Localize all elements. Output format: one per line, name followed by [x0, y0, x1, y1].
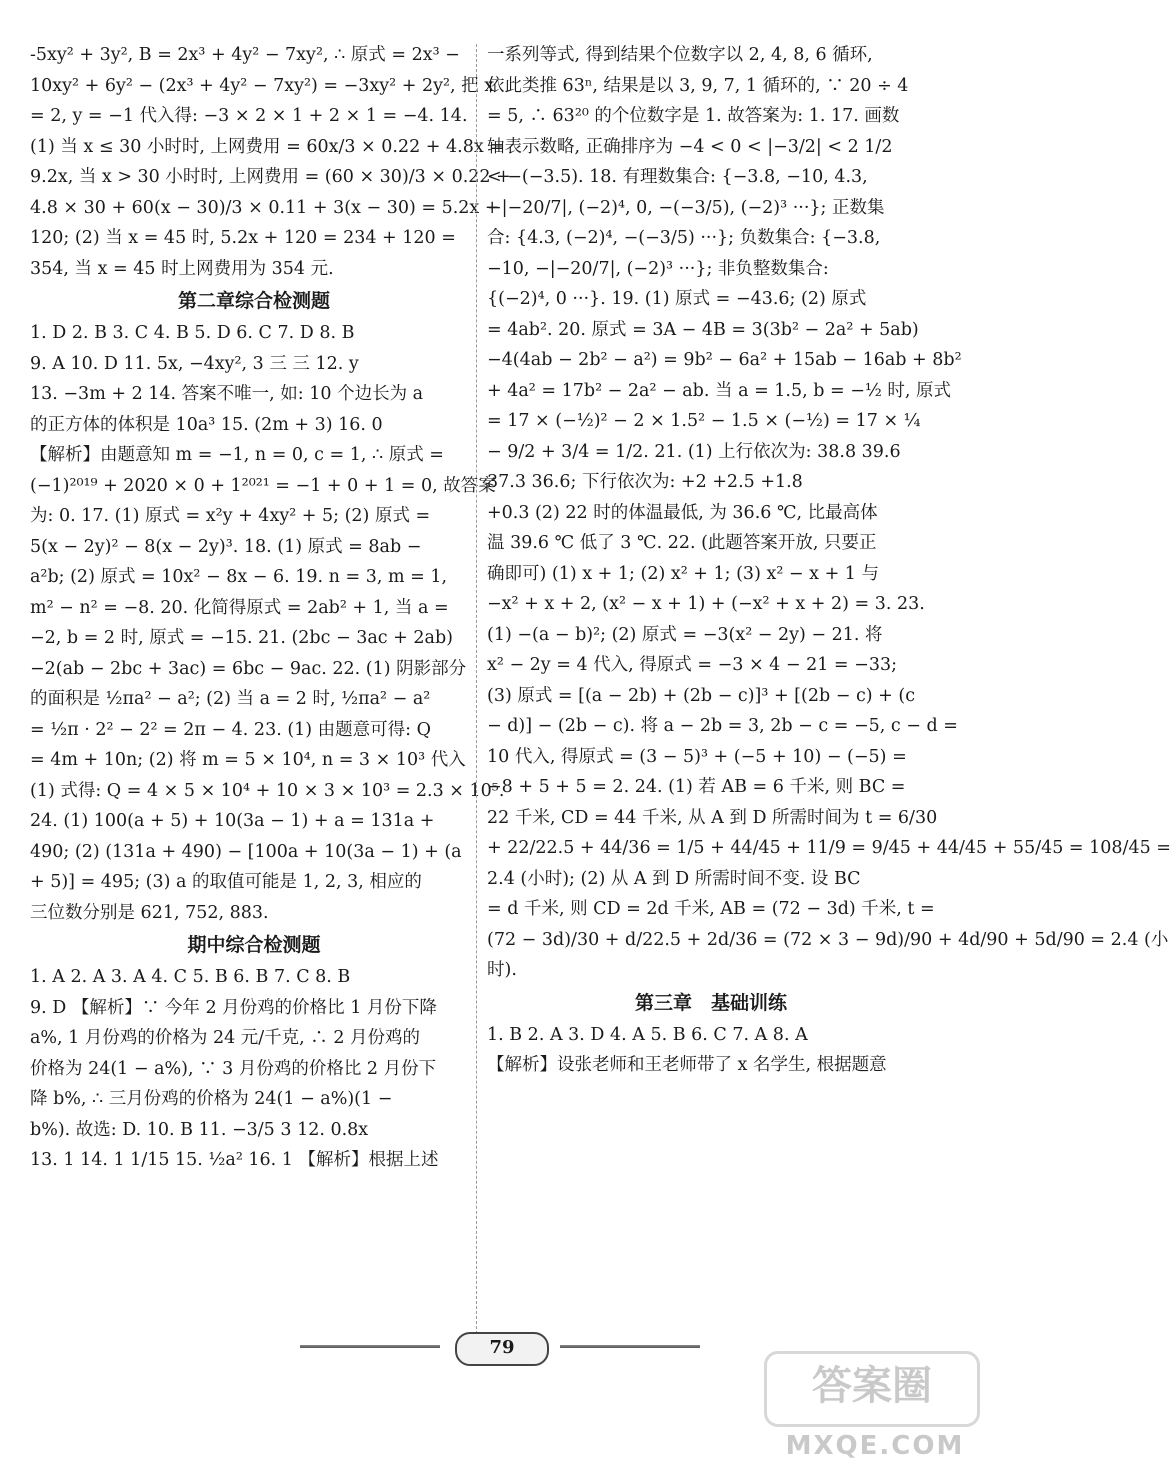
answer-line: 9. A 10. D 11. 5x, −4xy², 3 三 三 12. y — [30, 353, 359, 374]
answer-line: + 4a² = 17b² − 2a² − ab. 当 a = 1.5, b = −½ 时, 原式 — [487, 380, 952, 401]
left-column — [30, 40, 511, 1176]
answer-line: 轴表示数略, 正确排序为 −4 < 0 < |−3/2| < 2 1/2 — [487, 136, 893, 157]
right-column — [487, 40, 1171, 1081]
answer-line: 24. (1) 100(a + 5) + 10(3a − 1) + a = 131a + — [30, 811, 435, 831]
answer-line: 降 b%, ∴ 三月份鸡的价格为 24(1 − a%)(1 − — [30, 1089, 393, 1109]
answer-line: 37.3 36.6; 下行依次为: +2 +2.5 +1.8 — [487, 472, 803, 492]
answer-line: −2, b = 2 时, 原式 = −15. 21. (2bc − 3ac + 2ab) — [30, 628, 453, 648]
answer-line: 合: {4.3, (−2)⁴, −(−3/5) ···}; 负数集合: {−3.8, — [487, 228, 881, 248]
answer-line: 依此类推 63ⁿ, 结果是以 3, 9, 7, 1 循环的, ∵ 20 ÷ 4 — [487, 75, 909, 96]
answer-line: = 17 × (−½)² − 2 × 1.5² − 1.5 × (−½) = 17 × ¼ — [487, 411, 921, 431]
answer-line: (72 − 3d)/30 + d/22.5 + 2d/36 = (72 × 3 − 9d)/90 + 4d/90 + 5d/90 = 2.4 (小 — [487, 929, 1169, 950]
footer-rule-left — [300, 1345, 440, 1348]
answer-line: (1) 当 x ≤ 30 小时时, 上网费用 = 60x/3 × 0.22 + 4.8x = — [30, 136, 504, 157]
answer-line: −8 + 5 + 5 = 2. 24. (1) 若 AB = 6 千米, 则 BC = — [487, 777, 906, 797]
answer-line: 13. 1 14. 1 1/15 15. ½a² 16. 1 【解析】根据上述 — [30, 1150, 439, 1170]
answer-line: 1. A 2. A 3. A 4. C 5. B 6. B 7. C 8. B — [30, 967, 351, 987]
answer-line: (1) 式得: Q = 4 × 5 × 10⁴ + 10 × 3 × 10³ = 2.3 × 10⁵. — [30, 780, 505, 801]
answer-line: 4.8 × 30 + 60(x − 30)/3 × 0.11 + 3(x − 30) = 5.2x + — [30, 197, 500, 218]
answer-line: m² − n² = −8. 20. 化简得原式 = 2ab² + 1, 当 a = — [30, 597, 449, 618]
answer-line: 5(x − 2y)² − 8(x − 2y)³. 18. (1) 原式 = 8ab − — [30, 536, 422, 557]
answer-line: −4(4ab − 2b² − a²) = 9b² − 6a² + 15ab − 16ab + 8b² — [487, 350, 962, 370]
answer-line: − 9/2 + 3/4 = 1/2. 21. (1) 上行依次为: 38.8 39.6 — [487, 441, 901, 462]
answer-line: 价格为 24(1 − a%), ∵ 3 月份鸡的价格比 2 月份下 — [30, 1058, 437, 1079]
section-heading: 期中综合检测题 — [187, 934, 321, 956]
answer-line: −10, −|−20/7|, (−2)³ ···}; 非负整数集合: — [487, 258, 829, 279]
answer-line: 温 39.6 ℃ 低了 3 ℃. 22. (此题答案开放, 只要正 — [487, 533, 877, 553]
answer-line: a²b; (2) 原式 = 10x² − 8x − 6. 19. n = 3, m = 1, — [30, 567, 448, 587]
answer-line: 三位数分别是 621, 752, 883. — [30, 902, 269, 923]
answer-line: + 5)] = 495; (3) a 的取值可能是 1, 2, 3, 相应的 — [30, 872, 422, 892]
answer-line: 一系列等式, 得到结果个位数字以 2, 4, 8, 6 循环, — [487, 45, 873, 65]
watermark — [770, 1351, 980, 1461]
answer-line: 【解析】由题意知 m = −1, n = 0, c = 1, ∴ 原式 = — [30, 445, 444, 465]
answer-line: 1. D 2. B 3. C 4. B 5. D 6. C 7. D 8. B — [30, 323, 355, 343]
answer-line: b%). 故选: D. 10. B 11. −3/5 3 12. 0.8x — [30, 1119, 369, 1140]
answer-line: +0.3 (2) 22 时的体温最低, 为 36.6 ℃, 比最高体 — [487, 502, 878, 523]
answer-line: x² − 2y = 4 代入, 得原式 = −3 × 4 − 21 = −33; — [487, 655, 897, 675]
answer-line: 确即可) (1) x + 1; (2) x² + 1; (3) x² − x + 1 与 — [487, 563, 879, 584]
answer-line: 120; (2) 当 x = 45 时, 5.2x + 120 = 234 + 120 = — [30, 228, 456, 248]
answer-line: − d)] − (2b − c). 将 a − 2b = 3, 2b − c = −5, c − d = — [487, 716, 958, 736]
answer-line: -5xy² + 3y², B = 2x³ + 4y² − 7xy², ∴ 原式 = 2x³ − — [30, 45, 460, 65]
answer-line: 的面积是 ½πa² − a²; (2) 当 a = 2 时, ½πa² − a² — [30, 689, 431, 709]
answer-line: 1. B 2. A 3. D 4. A 5. B 6. C 7. A 8. A — [487, 1024, 808, 1045]
answer-line: < −(−3.5). 18. 有理数集合: {−3.8, −10, 4.3, — [487, 167, 868, 187]
answer-line: −x² + x + 2, (x² − x + 1) + (−x² + x + 2) = 3. 23. — [487, 594, 925, 614]
answer-line: 13. −3m + 2 14. 答案不唯一, 如: 10 个边长为 a — [30, 384, 424, 404]
page-number: 79 — [455, 1332, 549, 1366]
watermark-logo: 答案圈 — [764, 1351, 980, 1427]
watermark-site: MXQE.COM — [785, 1431, 965, 1461]
answer-line: = 2, y = −1 代入得: −3 × 2 × 1 + 2 × 1 = −4. 14. — [30, 106, 468, 126]
answer-line: 为: 0. 17. (1) 原式 = x²y + 4xy² + 5; (2) 原式 = — [30, 506, 431, 526]
answer-line: 9. D 【解析】∵ 今年 2 月份鸡的价格比 1 月份下降 — [30, 997, 437, 1018]
section-heading: 第二章综合检测题 — [177, 290, 330, 312]
column-divider — [476, 44, 477, 1334]
answer-line: 10xy² + 6y² − (2x³ + 4y² − 7xy²) = −3xy² + 2y², 把 x — [30, 75, 495, 96]
answer-line: 2.4 (小时); (2) 从 A 到 D 所需时间不变. 设 BC — [487, 868, 861, 889]
answer-line: (1) −(a − b)²; (2) 原式 = −3(x² − 2y) − 21. 将 — [487, 624, 883, 645]
answer-line: = 4m + 10n; (2) 将 m = 5 × 10⁴, n = 3 × 10³ 代入 — [30, 750, 466, 770]
answer-line: + 22/22.5 + 44/36 = 1/5 + 44/45 + 11/9 = 9/45 + 44/45 + 55/45 = 108/45 = — [487, 838, 1171, 858]
page-footer — [300, 1332, 700, 1362]
answer-line: 490; (2) (131a + 490) − [100a + 10(3a − 1) + (a — [30, 841, 462, 862]
answer-line: (3) 原式 = [(a − 2b) + (2b − c)]³ + [(2b − c) + (c — [487, 685, 916, 706]
answer-line: −|−20/7|, (−2)⁴, 0, −(−3/5), (−2)³ ···}; 正数集 — [487, 197, 885, 218]
answer-line: = ½π · 2² − 2² = 2π − 4. 23. (1) 由题意可得: Q — [30, 719, 431, 740]
answer-line: = 4ab². 20. 原式 = 3A − 4B = 3(3b² − 2a² + 5ab) — [487, 319, 919, 340]
answer-line: 9.2x, 当 x > 30 小时时, 上网费用 = (60 × 30)/3 × 0.22 + — [30, 167, 511, 187]
answer-line: 10 代入, 得原式 = (3 − 5)³ + (−5 + 10) − (−5) = — [487, 746, 907, 767]
footer-rule-right — [560, 1345, 700, 1348]
answer-line: 的正方体的体积是 10a³ 15. (2m + 3) 16. 0 — [30, 414, 383, 435]
answer-line: {(−2)⁴, 0 ···}. 19. (1) 原式 = −43.6; (2) 原式 — [487, 289, 867, 309]
answer-line: −2(ab − 2bc + 3ac) = 6bc − 9ac. 22. (1) 阴影部分 — [30, 658, 467, 679]
answer-line: = 5, ∴ 63²⁰ 的个位数字是 1. 故答案为: 1. 17. 画数 — [487, 106, 900, 126]
answer-line: 时). — [487, 960, 517, 980]
section-heading: 第三章 基础训练 — [634, 991, 787, 1014]
answer-line: a%, 1 月份鸡的价格为 24 元/千克, ∴ 2 月份鸡的 — [30, 1028, 421, 1048]
answer-line: 22 千米, CD = 44 千米, 从 A 到 D 所需时间为 t = 6/30 — [487, 807, 938, 828]
answer-line: = d 千米, 则 CD = 2d 千米, AB = (72 − 3d) 千米, t = — [487, 899, 935, 919]
answer-line: (−1)²⁰¹⁹ + 2020 × 0 + 1²⁰²¹ = −1 + 0 + 1 = 0, 故答案 — [30, 475, 496, 496]
answer-line: 354, 当 x = 45 时上网费用为 354 元. — [30, 258, 334, 279]
answer-line: 【解析】设张老师和王老师带了 x 名学生, 根据题意 — [487, 1055, 887, 1075]
